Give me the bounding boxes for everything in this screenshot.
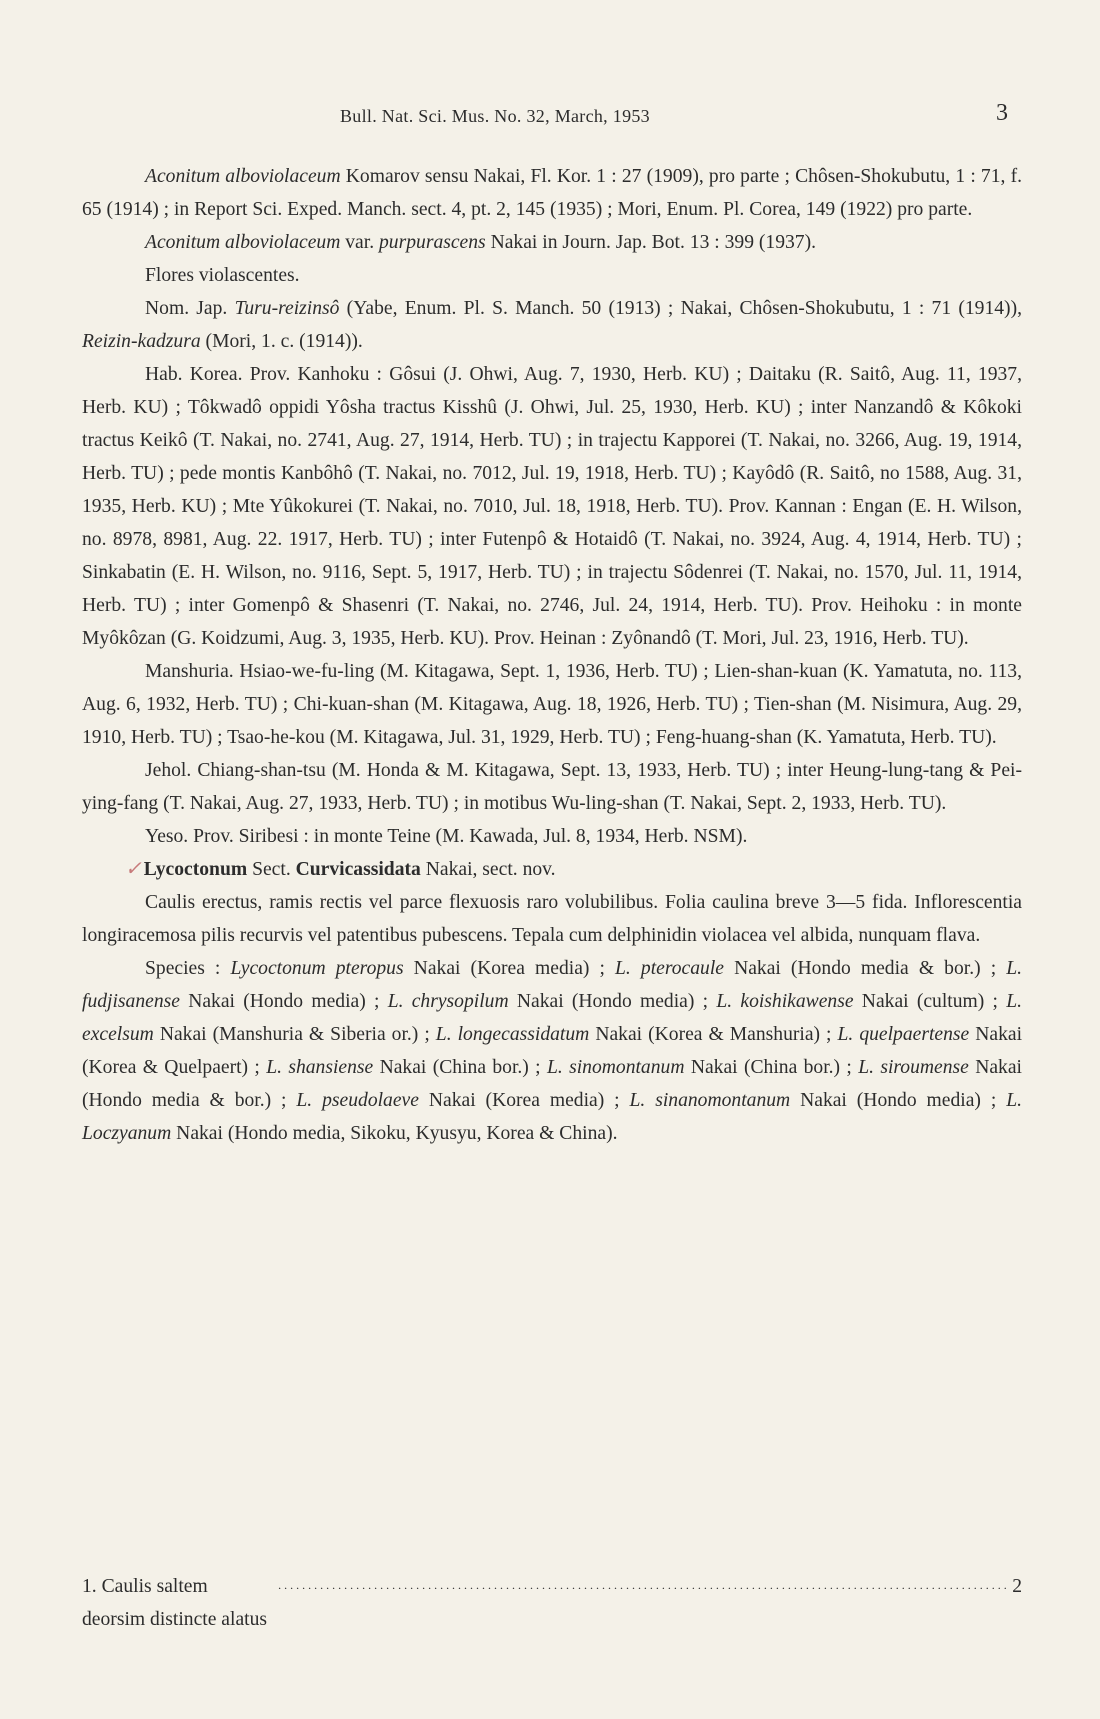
species-name: L. pseudolaeve	[296, 1090, 419, 1111]
habitat-korea-paragraph: Hab. Korea. Prov. Kanhoku : Gôsui (J. Ohwi, Aug. 7, 1930, Herb. KU) ; Daitaku (R. Saitô, Aug. 11, 1937, Herb. KU) ; Tôkwadô oppidi Yôsha tractus Kisshû (J. Ohwi, Jul. 25, 1930, Herb. KU) ; inter Nanzandô & Kôkoki tractus Keikô (T. Nakai, no. 2741, Aug. 27, 1914, Herb. TU) ; in trajectu Kapporei (T. Nakai, no. 3266, Aug. 19, 1914, Herb. TU) ; pede montis Kanbôhô (T. Nakai, no. 7012, Jul. 19, 1918, Herb. TU) ; Kayôdô (R. Saitô, no 1588, Aug. 31, 1935, Herb. KU) ; Mte Yûkokurei (T. Nakai, no. 7010, Jul. 18, 1918, Herb. TU). Prov. Kannan : Engan (E. H. Wilson, no. 8978, 8981, Aug. 22. 1917, Herb. TU) ; inter Futenpô & Hotaidô (T. Nakai, no. 3924, Aug. 4, 1914, Herb. TU) ; Sinkabatin (E. H. Wilson, no. 9116, Sept. 5, 1917, Herb. TU) ; in trajectu Sôdenrei (T. Nakai, no. 1570, Jul. 11, 1914, Herb. TU) ; inter Gomenpô & Shasenri (T. Nakai, no. 2746, Jul. 24, 1914, Herb. TU). Prov. Heihoku : in monte Myôkôzan (G. Koidzumi, Aug. 3, 1935, Herb. KU). Prov. Heinan : Zyônandô (T. Mori, Jul. 23, 1916, Herb. TU).	[82, 364, 1022, 649]
page-number: 3	[996, 100, 1008, 126]
species-name: L. longecassidatum	[435, 1024, 590, 1045]
japanese-name-paragraph	[82, 292, 1022, 358]
key-target: 2	[1012, 1576, 1022, 1597]
taxon-name: Aconitum alboviolaceum	[145, 166, 341, 187]
section-label: Sect.	[247, 859, 296, 880]
species-range: Nakai (China bor.) ;	[684, 1057, 859, 1078]
japanese-name: Reizin-kadzura	[82, 331, 201, 352]
rank-text: var.	[340, 232, 379, 253]
section-heading	[82, 853, 1022, 886]
species-name: L. sinomontanum	[546, 1057, 685, 1078]
body-text	[82, 160, 1022, 1150]
habitat-manshuria-paragraph: Manshuria. Hsiao-we-fu-ling (M. Kitagawa, Sept. 1, 1936, Herb. TU) ; Lien-shan-kuan (K. Yamatuta, no. 113, Aug. 6, 1932, Herb. TU) ; Chi-kuan-shan (M. Kitagawa, Aug. 18, 1926, Herb. TU) ; Tien-shan (M. Nisimura, Aug. 29, 1910, Herb. TU) ; Tsao-he-kou (M. Kitagawa, Jul. 31, 1929, Herb. TU) ; Feng-huang-shan (K. Yamatuta, Herb. TU).	[82, 661, 1022, 748]
species-label: Species :	[145, 958, 231, 979]
citation-text: Nakai in Journ. Jap. Bot. 13 : 399 (1937).	[485, 232, 817, 253]
section-name: Curvicassidata	[295, 859, 421, 880]
species-range: Nakai (Hondo media & bor.) ;	[82, 1057, 1022, 1111]
synonym-paragraph-1	[82, 160, 1022, 226]
species-range: Nakai (China bor.) ;	[373, 1057, 547, 1078]
taxon-name: Aconitum alboviolaceum	[145, 232, 341, 253]
species-name: L. shansiense	[266, 1057, 374, 1078]
habitat-jehol-paragraph: Jehol. Chiang-shan-tsu (M. Honda & M. Kitagawa, Sept. 13, 1933, Herb. TU) ; inter Heung-lung-tang & Pei-ying-fang (T. Nakai, Aug. 27, 1933, Herb. TU) ; in motibus Wu-ling-shan (T. Nakai, Sept. 2, 1933, Herb. TU).	[82, 760, 1022, 814]
species-range: Nakai (Korea media) ;	[418, 1090, 630, 1111]
citation-text: (Yabe, Enum. Pl. S. Manch. 50 (1913) ; Nakai, Chôsen-Shokubutu, 1 : 71 (1914)),	[339, 298, 1023, 319]
species-list-paragraph	[82, 952, 1022, 1150]
species-name: L. Loczyanum	[82, 1090, 1022, 1144]
check-mark-icon: ✓	[125, 858, 142, 880]
species-range: Nakai (Korea & Manshuria) ;	[589, 1024, 838, 1045]
species-range: Nakai (Hondo media, Sikoku, Kyusyu, Korea & China).	[171, 1123, 618, 1144]
habitat-yeso-paragraph: Yeso. Prov. Siribesi : in monte Teine (M. Kawada, Jul. 8, 1934, Herb. NSM).	[145, 826, 748, 847]
species-range: Nakai (Korea media) ;	[403, 958, 616, 979]
page-header	[0, 100, 1100, 136]
species-name: Lycoctonum pteropus	[230, 958, 404, 979]
nom-label: Nom. Jap.	[145, 298, 235, 319]
species-range: Nakai (Hondo media) ;	[179, 991, 388, 1012]
species-range: Nakai (Hondo media) ;	[790, 1090, 1007, 1111]
synonym-paragraph-2	[82, 226, 1022, 259]
species-range: Nakai (Korea & Quelpaert) ;	[82, 1024, 1023, 1078]
species-name: L. excelsum	[82, 991, 1023, 1045]
species-name: L. koishikawense	[716, 991, 854, 1012]
identification-key-line	[82, 1570, 1022, 1636]
citation-text: (Mori, 1. c. (1914)).	[200, 331, 363, 352]
section-authority: Nakai, sect. nov.	[420, 859, 556, 880]
description-paragraph: Flores violascentes.	[145, 265, 300, 286]
species-name: L. chrysopilum	[387, 991, 509, 1012]
species-name: L. sinanomontanum	[629, 1090, 791, 1111]
species-name: L. quelpaertense	[837, 1024, 970, 1045]
running-head: Bull. Nat. Sci. Mus. No. 32, March, 1953	[340, 106, 650, 126]
species-range: Nakai (Hondo media) ;	[508, 991, 717, 1012]
section-description: Caulis erectus, ramis rectis vel parce flexuosis raro volubilibus. Folia caulina breve 3—5 fida. Inflorescentia longiracemosa pilis recurvis vel patentibus pubescens. Tepala cum delphinidin violacea vel albida, nunquam flava.	[82, 892, 1022, 946]
species-range: Nakai (cultum) ;	[853, 991, 1007, 1012]
species-name: L. pterocaule	[615, 958, 724, 979]
key-text: 1. Caulis saltem deorsim distincte alatus	[82, 1576, 268, 1630]
genus-name: Lycoctonum	[143, 859, 248, 880]
species-name: L. siroumense	[858, 1057, 969, 1078]
citation-text: Komarov sensu Nakai, Fl. Kor. 1 : 27 (1909), pro parte ; Chôsen-Shokubutu, 1 : 71, f. 65 (1914) ; in Report Sci. Exped. Manch. sect. 4, pt. 2, 145 (1935) ; Mori, Enum. Pl. Corea, 149 (1922) pro parte.	[82, 166, 1022, 220]
species-range: Nakai (Manshuria & Siberia or.) ;	[153, 1024, 436, 1045]
species-range: Nakai (Hondo media & bor.) ;	[723, 958, 1007, 979]
species-name: L. fudjisanense	[82, 958, 1023, 1012]
variety-name: purpurascens	[379, 232, 486, 253]
key-leader-dots: ··························································································································	[277, 1581, 1010, 1595]
japanese-name: Turu-reizinsô	[234, 298, 340, 319]
